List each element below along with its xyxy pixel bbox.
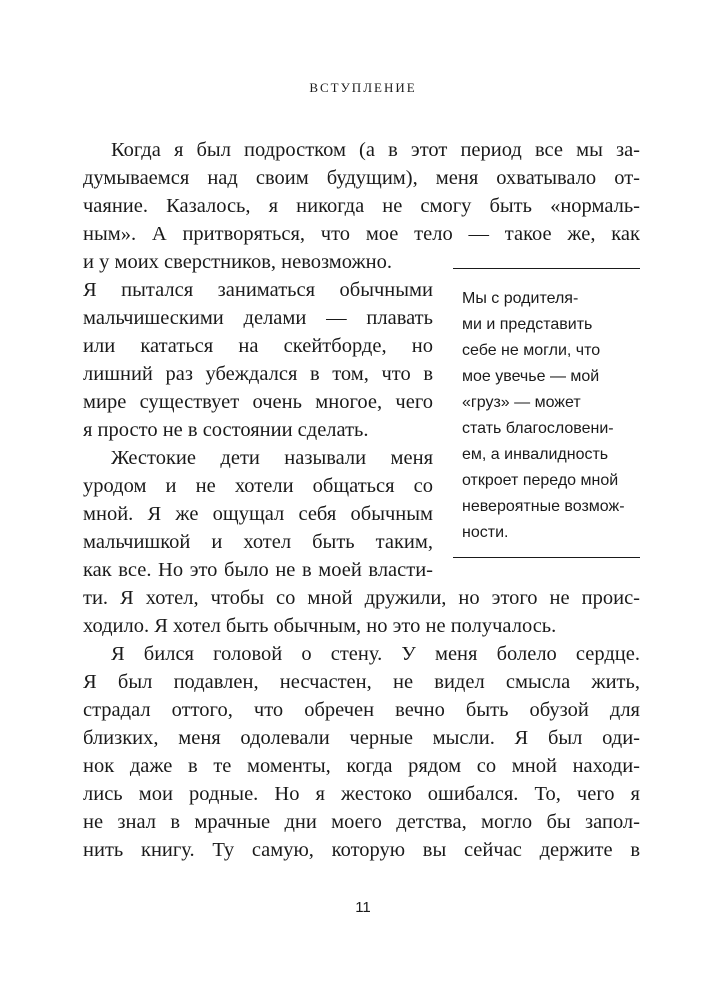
body-line: не знал в мрачные дни моего детства, могло бы запол- [83, 811, 640, 833]
body-line: ходило. Я хотел быть обычным, но это не получалось. [83, 615, 557, 637]
sidebar-quote-line: откроет передо мной [462, 472, 619, 489]
running-header: ВСТУПЛЕНИЕ [309, 80, 417, 95]
body-line: Я был подавлен, несчастен, не видел смысла жить, [83, 671, 640, 693]
sidebar-quote-line: ности. [462, 524, 509, 541]
sidebar-quote-line: стать благословени- [462, 420, 614, 437]
sidebar-quote [453, 268, 640, 558]
body-line: Когда я был подростком (а в этот период все мы за- [111, 139, 640, 161]
body-line: Я бился головой о стену. У меня болело сердце. [111, 643, 640, 665]
body-line: лишний раз убеждался в том, что в [83, 363, 433, 385]
body-line: мальчишескими делами — плавать [83, 307, 433, 329]
body-line: или кататься на скейтборде, но [83, 335, 433, 357]
sidebar-quote-line: невероятные возмож- [462, 498, 625, 515]
body-line: лись мои родные. Но я жестоко ошибался. То, чего я [83, 783, 640, 805]
sidebar-quote-line: Мы с родителя- [462, 290, 579, 307]
body-line: мной. Я же ощущал себя обычным [83, 503, 433, 525]
body-line: ти. Я хотел, чтобы со мной дружили, но этого не проис- [83, 587, 640, 609]
body-line: думываемся над своим будущим), меня охватывало от- [83, 167, 640, 189]
body-line: я просто не в состоянии сделать. [83, 419, 369, 441]
body-line: Жестокие дети называли меня [111, 447, 433, 469]
body-line: как все. Но это было не в моей власти- [83, 559, 433, 581]
body-line: мире существует очень многое, чего [83, 391, 433, 413]
body-line: мальчишкой и хотел быть таким, [83, 531, 433, 553]
sidebar-quote-line: ем, а инвалидность [462, 446, 609, 463]
sidebar-quote-line: себе не могли, что [462, 342, 601, 359]
body-line: и у моих сверстников, невозможно. [83, 251, 393, 273]
body-line: чаяние. Казалось, я никогда не смогу быть «нормаль- [83, 195, 640, 217]
body-line: нок даже в те моменты, когда рядом со мной находи- [83, 755, 640, 777]
body-line: Я пытался заниматься обычными [83, 279, 433, 301]
sidebar-quote-line: ми и представить [462, 316, 593, 333]
sidebar-quote-line: мое увечье — мой [462, 368, 600, 385]
body-line: ным». А притворяться, что мое тело — такое же, как [83, 223, 640, 245]
body-line: страдал оттого, что обречен вечно быть обузой для [83, 699, 640, 721]
page-number: 11 [355, 899, 371, 916]
body-line: нить книгу. Ту самую, которую вы сейчас держите в [83, 839, 640, 861]
body-line: близких, меня одолевали черные мысли. Я был оди- [83, 727, 640, 749]
body-line: уродом и не хотели общаться со [83, 475, 433, 497]
sidebar-quote-line: «груз» — может [462, 394, 581, 411]
